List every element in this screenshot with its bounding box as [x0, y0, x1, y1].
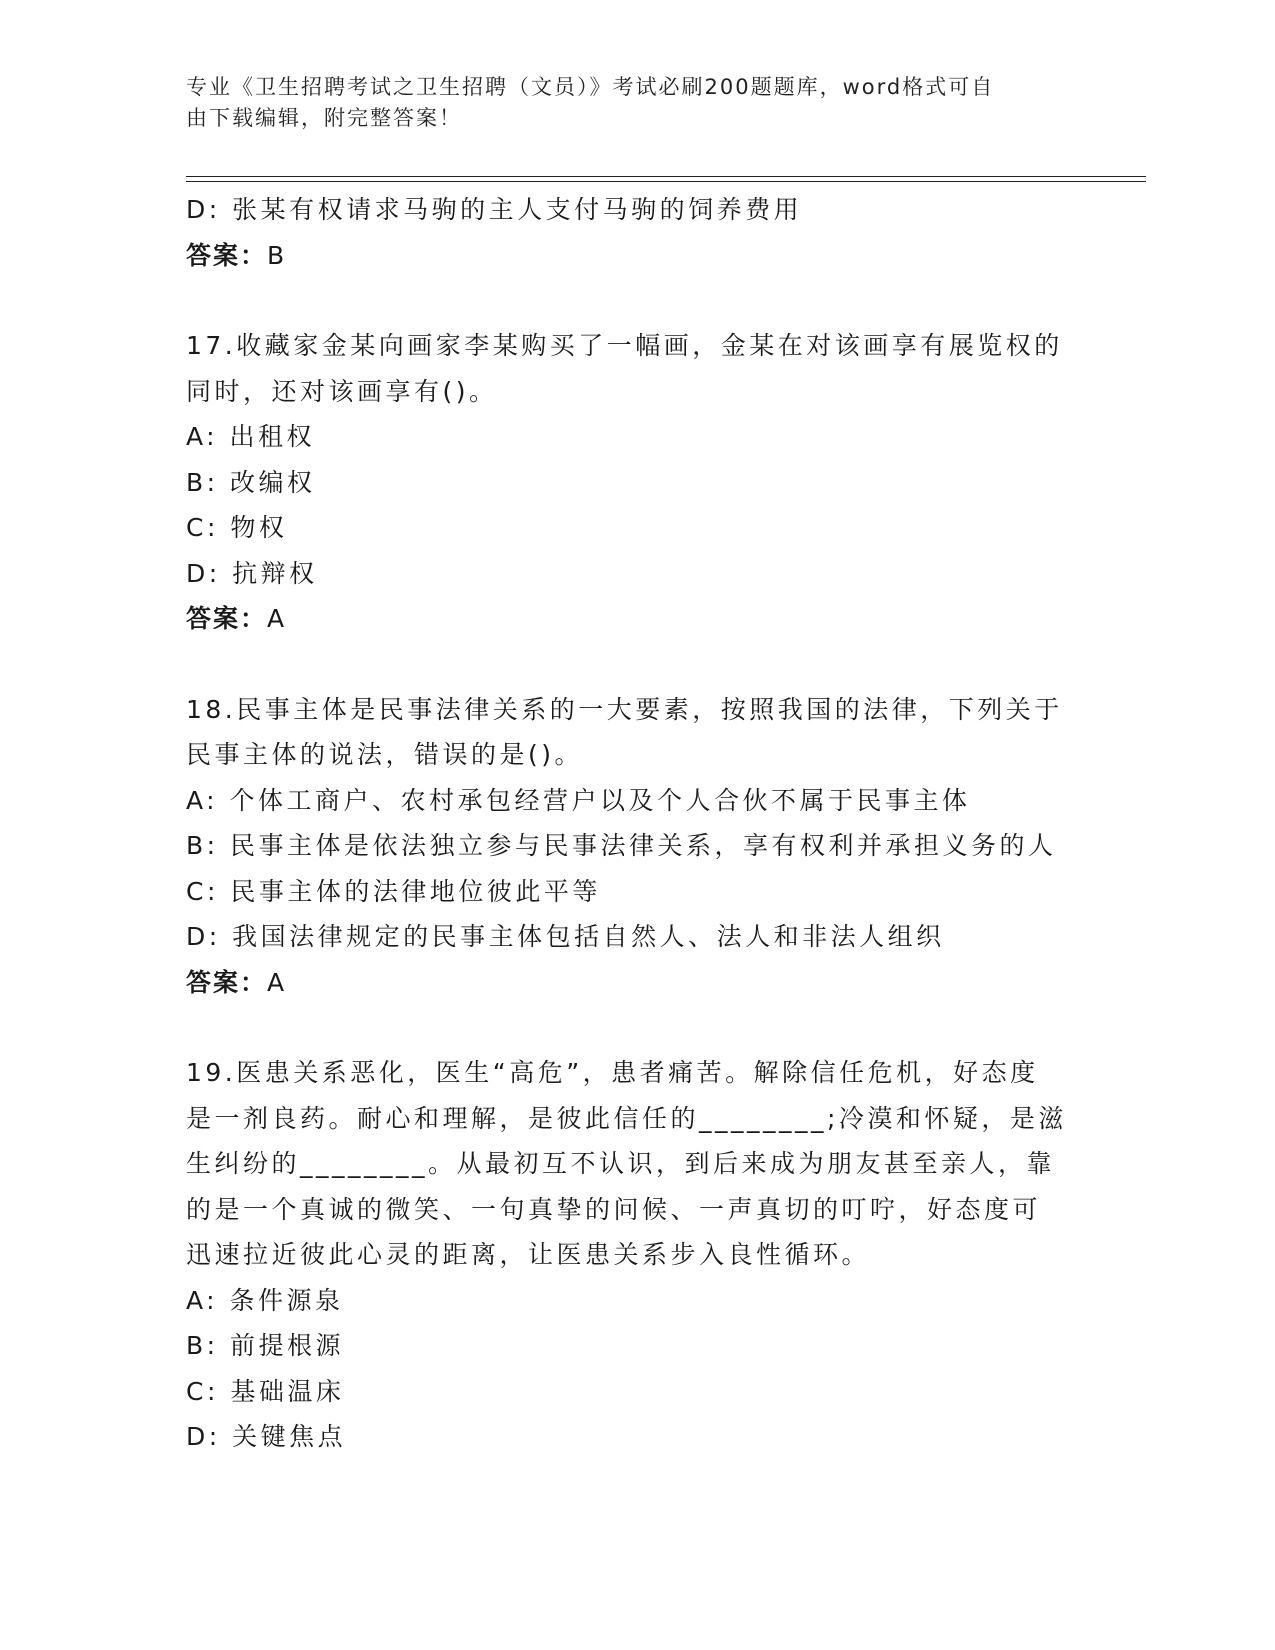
answer-label: 答案：: [186, 240, 268, 270]
answer-label: 答案：: [186, 967, 268, 997]
option-a: A: 条件源泉: [186, 1285, 344, 1315]
option-d: D: 抗辩权: [186, 558, 318, 588]
header-divider-bottom: [186, 181, 1146, 182]
answer-line: [186, 960, 1086, 1006]
header-line-1: 专业《卫生招聘考试之卫生招聘（文员）》考试必刷200题题库，word格式可自: [186, 75, 995, 99]
option-d: D: 关键焦点: [186, 1422, 347, 1451]
option-d: D: 张某有权请求马驹的主人支付马驹的饲养费用: [186, 195, 803, 224]
question-18: [186, 687, 1086, 1006]
question-stem-line: 是一剂良药。耐心和理解，是彼此信任的________;冷漠和怀疑，是滋: [186, 1103, 1067, 1133]
answer-line: [186, 233, 1086, 279]
header-line-2: 由下载编辑，附完整答案！: [186, 106, 462, 130]
option-b: B: 民事主体是依法独立参与民事法律关系，享有权利并承担义务的人: [186, 831, 1057, 860]
question-stem-line: 迅速拉近彼此心灵的距离，让医患关系步入良性循环。: [186, 1240, 871, 1269]
question-content: [186, 187, 1086, 1460]
question-stem-line: 17.收藏家金某向画家李某购买了一幅画，金某在对该画享有展览权的: [186, 331, 1063, 360]
option-c: C: 民事主体的法律地位彼此平等: [186, 876, 601, 906]
option-c: C: 物权: [186, 513, 288, 542]
question-17: [186, 323, 1086, 642]
header-divider-top: [186, 176, 1146, 177]
answer-value: B: [267, 240, 287, 270]
question-stem-line: 18.民事主体是民事法律关系的一大要素，按照我国的法律，下列关于: [186, 694, 1063, 724]
spacer: [186, 278, 1086, 323]
answer-value: A: [267, 604, 287, 633]
option-a: A: 个体工商户、农村承包经营户以及个人合伙不属于民事主体: [186, 785, 971, 815]
document-header: [186, 72, 1066, 134]
question-stem-line: 生纠纷的________。从最初互不认识，到后来成为朋友甚至亲人，靠: [186, 1149, 1056, 1178]
answer-line: [186, 596, 1086, 642]
answer-value: A: [267, 967, 287, 997]
question-stem-line: 同时，还对该画享有()。: [186, 376, 498, 406]
option-a: A: 出租权: [186, 422, 316, 451]
spacer: [186, 642, 1086, 687]
option-d: D: 我国法律规定的民事主体包括自然人、法人和非法人组织: [186, 922, 945, 951]
spacer: [186, 1005, 1086, 1050]
question-stem-line: 的是一个真诚的微笑、一句真挚的问候、一声真切的叮咛，好态度可: [186, 1194, 1042, 1224]
answer-label: 答案：: [186, 604, 268, 633]
option-c: C: 基础温床: [186, 1376, 345, 1406]
question-stem-line: 19.医患关系恶化，医生“高危”，患者痛苦。解除信任危机，好态度: [186, 1058, 1039, 1087]
previous-question-tail: [186, 187, 1086, 278]
question-19: [186, 1050, 1086, 1460]
question-stem-line: 民事主体的说法，错误的是()。: [186, 740, 584, 769]
option-b: B: 前提根源: [186, 1331, 345, 1360]
option-b: B: 改编权: [186, 467, 316, 497]
